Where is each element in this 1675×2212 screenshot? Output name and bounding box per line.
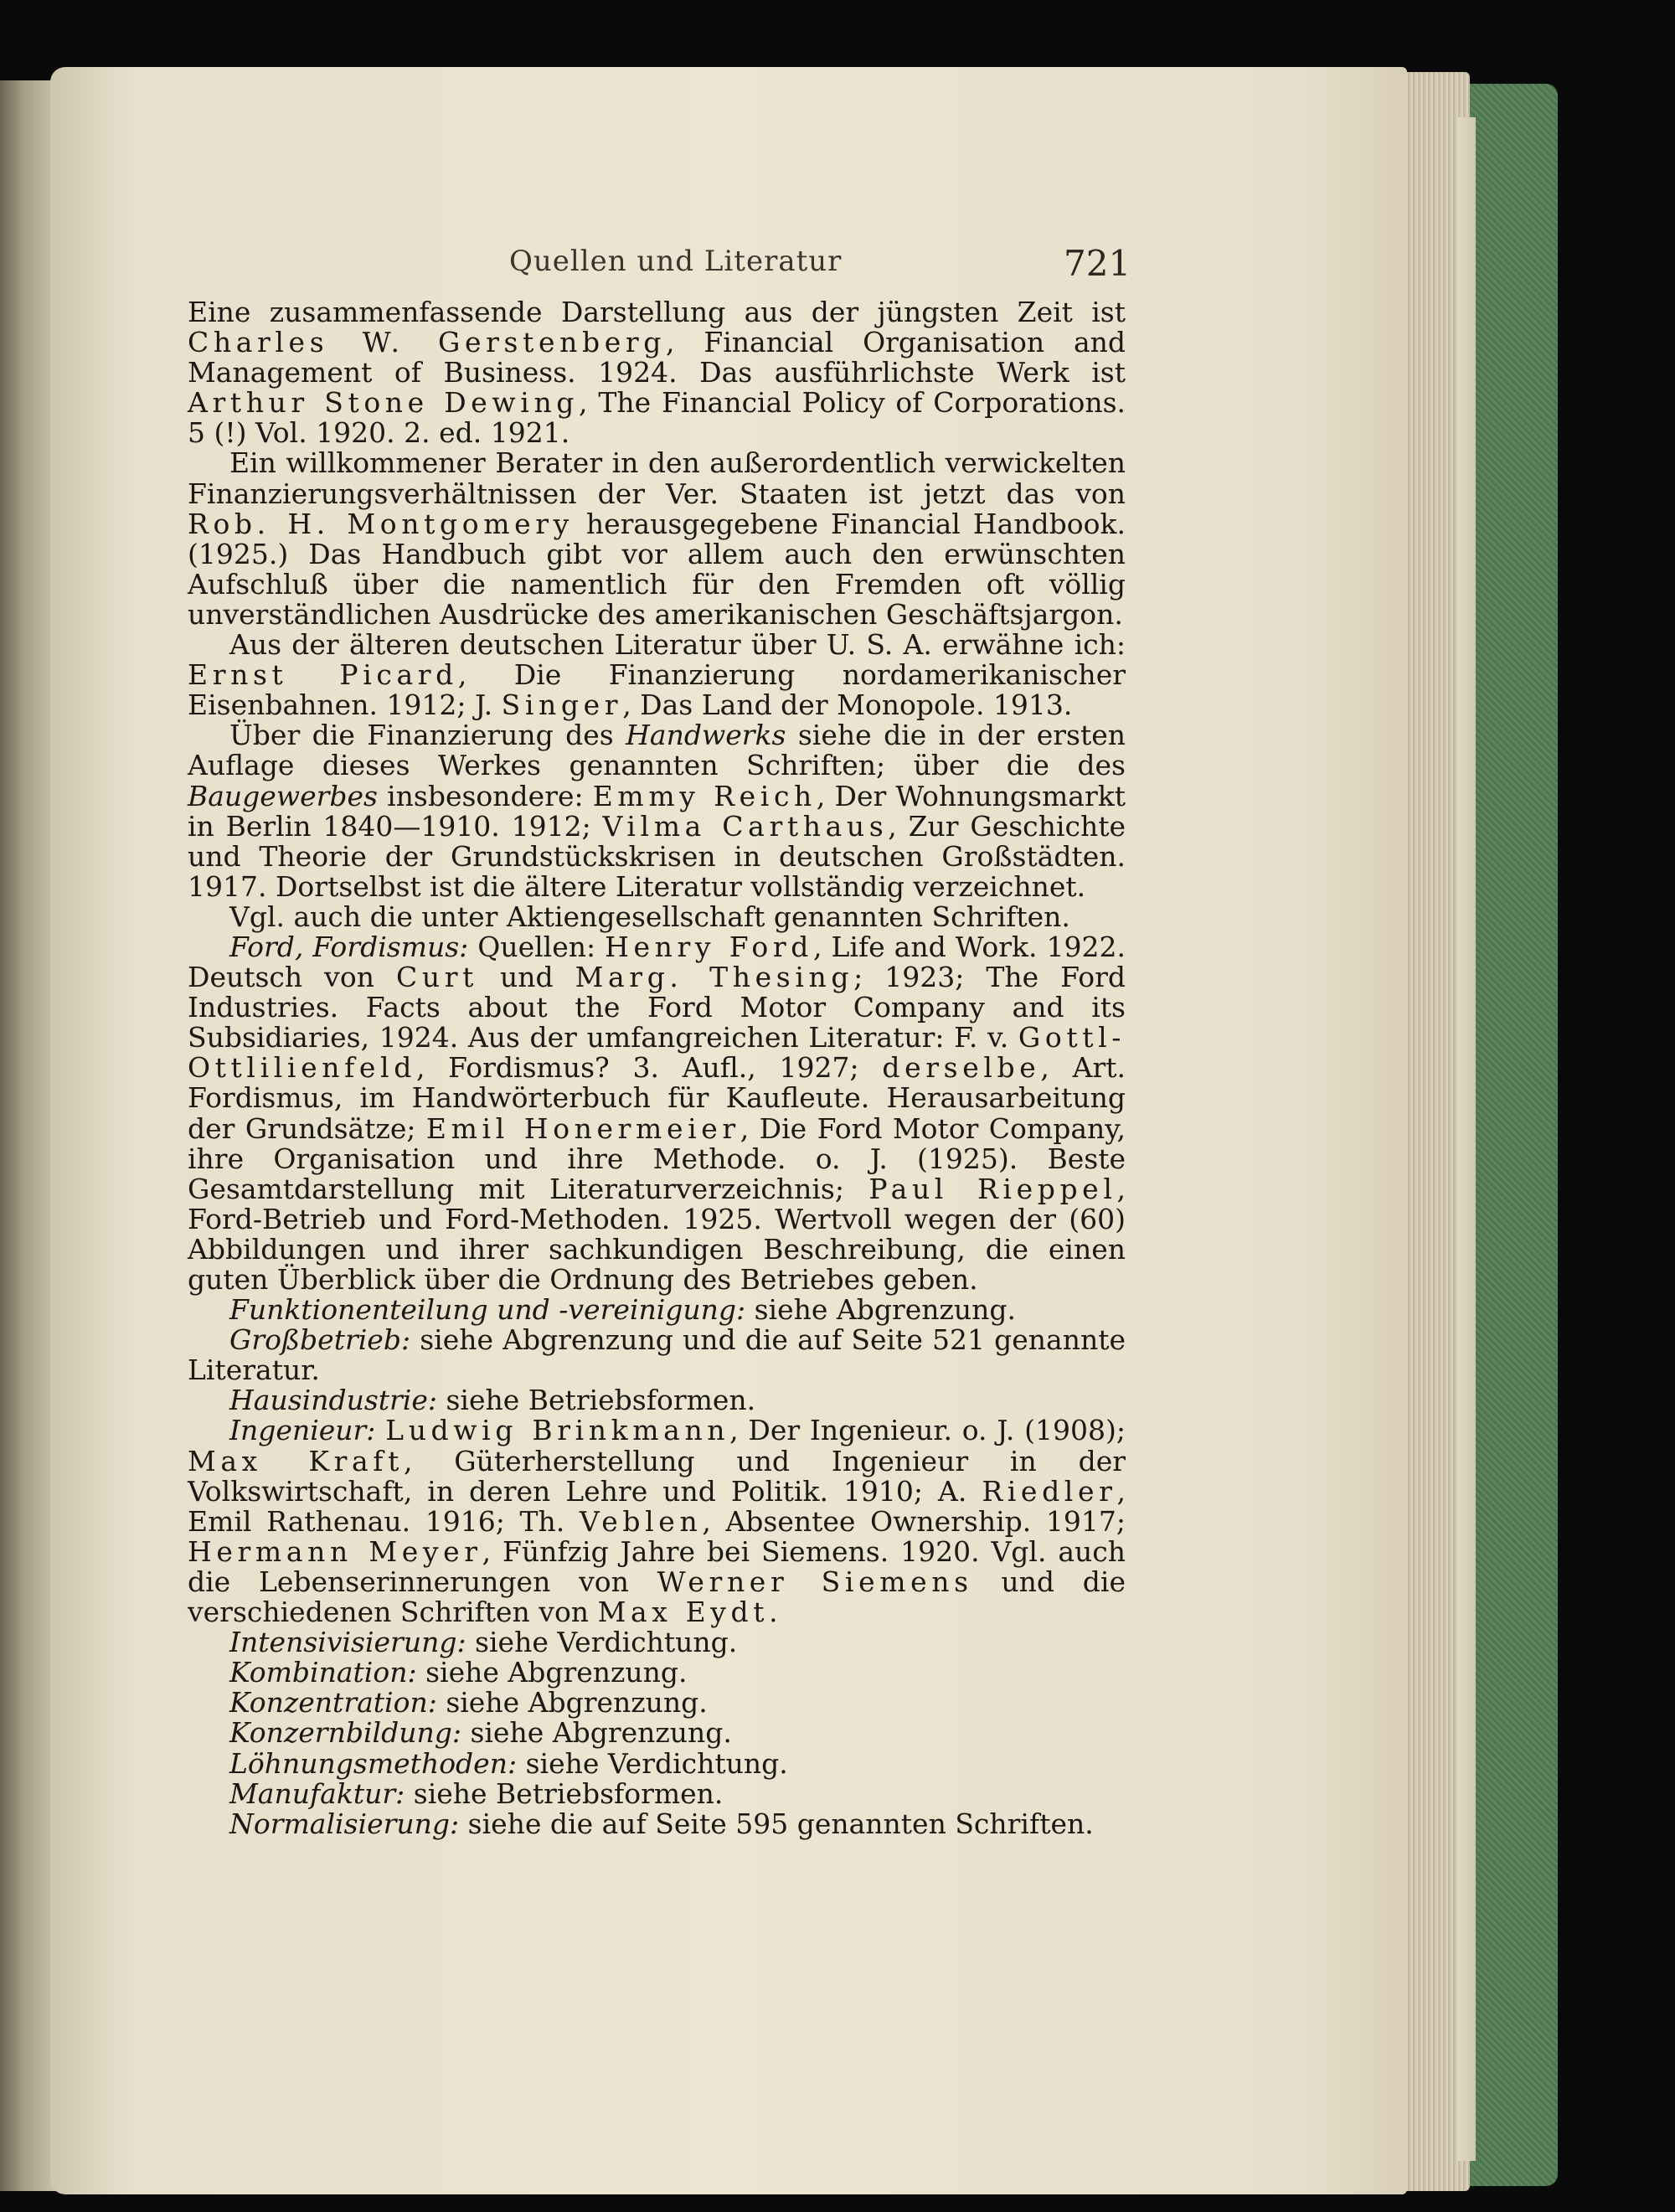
text-run: siehe Verdichtung.	[517, 1746, 788, 1780]
paragraph	[188, 1385, 1126, 1415]
spaced-name: Arthur Stone Dewing	[188, 386, 580, 420]
page-number: 721	[1064, 243, 1131, 284]
paragraph	[188, 902, 1126, 932]
spaced-name: Henry Ford	[605, 930, 814, 963]
italic-term: Intensivisierung:	[229, 1626, 466, 1659]
italic-term: Funktionenteilung und -vereinigung:	[229, 1293, 746, 1327]
spaced-name: Singer	[501, 688, 623, 722]
text-run: siehe Abgrenzung.	[745, 1293, 1017, 1327]
spaced-name: Curt	[395, 961, 478, 994]
paragraph	[188, 1776, 1126, 1810]
paragraph	[188, 1325, 1126, 1385]
text-run: siehe die auf Seite 595 genannten Schriften.	[459, 1807, 1094, 1840]
paragraph	[188, 1746, 1126, 1780]
text-run: , Zur Geschichte und Theorie der Grundstückskrisen in deutschen Großstädten. 1917. Dortselbst ist die ältere Literatur vollständig verzeichnet.	[188, 809, 1126, 903]
text-run: und	[477, 961, 575, 994]
italic-term: Ingenieur:	[229, 1414, 376, 1447]
paragraph	[188, 932, 1126, 1295]
spaced-name: Emmy Reich	[592, 779, 817, 812]
paragraph	[188, 1809, 1126, 1839]
italic-term: Ford, Fordismus:	[229, 930, 469, 963]
spaced-name: Gottl-Ottlilienfeld	[188, 1021, 1126, 1085]
text-run: siehe Betriebsformen.	[405, 1776, 724, 1810]
paragraph	[188, 720, 1126, 902]
text-run: siehe Betriebsformen.	[437, 1384, 756, 1417]
italic-term: Handwerks	[626, 719, 786, 752]
spaced-name: Paul Rieppel	[868, 1172, 1117, 1205]
spaced-name: Emil Honermeier	[425, 1111, 740, 1145]
text-run: Über die Finanzierung des	[229, 719, 626, 752]
spaced-name: Charles W. Gerstenberg	[188, 326, 666, 359]
italic-term: Löhnungsmethoden:	[229, 1746, 518, 1780]
text-run: , Fordismus? 3. Aufl., 1927;	[415, 1051, 883, 1085]
text-run: siehe Abgrenzung.	[461, 1716, 732, 1750]
italic-term: Baugewerbes	[188, 779, 378, 812]
paragraph	[188, 1688, 1126, 1718]
text-run: siehe Verdichtung.	[466, 1626, 738, 1659]
text-run: , Financial Organisation and Management of Business. 1924. Das ausführlichste Werk ist	[188, 326, 1126, 389]
text-run	[375, 1414, 385, 1446]
spaced-name: derselbe	[882, 1051, 1041, 1085]
text-run: Ein willkommener Berater in den außerordentlich verwickelten Finanzierungsverhältnissen der Ver. Staaten ist jetzt das von	[188, 446, 1126, 510]
paragraph	[188, 1295, 1126, 1325]
italic-term: Hausindustrie:	[229, 1384, 437, 1417]
text-run: , The Financial Policy of Corporations. 5 (!) Vol. 1920. 2. ed. 1921.	[188, 386, 1126, 450]
italic-term: Großbetrieb:	[229, 1323, 411, 1357]
italic-term: Konzernbildung:	[229, 1716, 461, 1750]
text-run: siehe die in der ersten Auflage dieses Werkes genannten Schriften; über die des	[188, 719, 1126, 782]
spaced-name: Rob. H. Montgomery	[188, 507, 574, 540]
text-run: Vgl. auch die unter Aktiengesellschaft genannten Schriften.	[229, 900, 1070, 933]
spaced-name: Max Kraft	[188, 1444, 404, 1477]
text-run: Eine zusammenfassende Darstellung aus der jüngsten Zeit ist	[188, 296, 1126, 328]
text-run: , Ford-Betrieb und Ford-Methoden. 1925. Wertvoll wegen der (60) Abbildungen und ihrer sachkundigen Beschreibung, die einen guten Überblick über die Ordnung des Betriebes geben.	[188, 1172, 1126, 1296]
paragraph	[188, 1627, 1126, 1658]
text-run: ; 1923; The Ford Industries. Facts about the Ford Motor Company and its Subsidiaries, 1924. Aus der umfangreichen Literatur: F. v.	[188, 961, 1126, 1054]
italic-term: Normalisierung:	[229, 1807, 460, 1840]
text-run: , Fünfzig Jahre bei Siemens. 1920. Vgl. auch die Lebenserinnerungen von	[188, 1534, 1126, 1598]
text-run: siehe Abgrenzung.	[416, 1656, 688, 1689]
text-run: , Life and Work. 1922. Deutsch von	[188, 930, 1126, 994]
text-run: siehe Abgrenzung.	[436, 1686, 708, 1720]
text-run: , Das Land der Monopole. 1913.	[622, 688, 1073, 722]
spaced-name: Riedler	[982, 1474, 1117, 1508]
text-run: insbesondere:	[377, 779, 593, 812]
italic-term: Manufaktur:	[229, 1776, 405, 1810]
paragraph	[188, 1718, 1126, 1748]
text-run: herausgegebene Financial Handbook. (1925.) Das Handbuch gibt vor allem auch den erwünschten Aufschluß über die namentlich für den Fremden oft völlig unverständlichen Ausdrücke des amerikanischen Geschäftsjargon.	[188, 507, 1126, 631]
cover-inner-edge	[1457, 117, 1476, 2161]
spaced-name: Veblen	[579, 1504, 703, 1538]
text-run: , Die Ford Motor Company, ihre Organisation und ihre Methode. o. J. (1925). Beste Gesamtdarstellung mit Literaturverzeichnis;	[188, 1111, 1126, 1205]
spaced-name: Ernst Picard	[188, 658, 458, 692]
spaced-name: Vilma Carthaus	[602, 809, 889, 843]
paragraph	[188, 1658, 1126, 1688]
text-run: Quellen:	[468, 930, 606, 963]
spaced-name: Hermann Meyer	[188, 1534, 482, 1568]
italic-term: Kombination:	[229, 1656, 417, 1689]
spaced-name: Marg. Thesing	[575, 961, 854, 994]
text-run: , Güterherstellung und Ingenieur in der Volkswirtschaft, in deren Lehre und Politik. 1910; A.	[188, 1444, 1126, 1508]
paragraph	[188, 297, 1126, 448]
text-run: , Der Wohnungsmarkt in Berlin 1840—1910. 1912;	[188, 779, 1126, 843]
spaced-name: Ludwig Brinkmann	[385, 1414, 730, 1447]
text-run: Aus der älteren deutschen Literatur über U. S. A. erwähne ich:	[229, 628, 1126, 662]
text-run: .	[769, 1596, 778, 1629]
text-run: , Art. Fordismus, im Handwörterbuch für Kaufleute. Herausarbeitung der Grundsätze;	[188, 1051, 1126, 1145]
spaced-name: Max Eydt	[597, 1596, 770, 1629]
running-head: Quellen und Literatur	[509, 245, 843, 278]
text-run: , Absentee Ownership. 1917;	[702, 1504, 1126, 1538]
body-text	[188, 297, 1126, 1839]
text-run: , Emil Rathenau. 1916; Th.	[188, 1474, 1126, 1538]
text-run: und die verschiedenen Schriften von	[188, 1565, 1126, 1629]
paragraph	[188, 448, 1126, 630]
paragraph	[188, 630, 1126, 720]
paragraph	[188, 1415, 1126, 1627]
text-run: siehe Abgrenzung und die auf Seite 521 genannte Literatur.	[188, 1323, 1126, 1387]
italic-term: Konzentration:	[229, 1686, 437, 1720]
text-run: , Der Ingenieur. o. J. (1908);	[729, 1414, 1126, 1447]
text-run: , Die Finanzierung nordamerikanischer Eisenbahnen. 1912; J.	[188, 658, 1126, 722]
spaced-name: Werner Siemens	[657, 1565, 973, 1598]
